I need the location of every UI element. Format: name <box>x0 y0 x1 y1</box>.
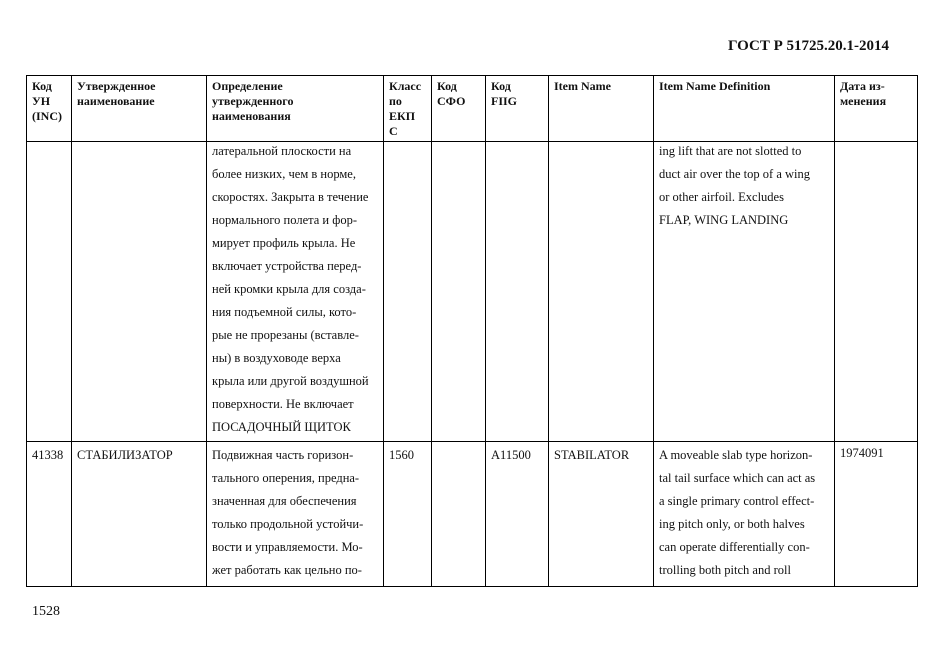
cell-date <box>835 142 918 442</box>
header-definition-ru: Определение утвержденного наименования <box>207 76 384 142</box>
header-sfo: Код СФО <box>432 76 486 142</box>
header-class: Класс по ЕКП С <box>384 76 432 142</box>
table-header-row <box>27 76 918 142</box>
cell-definition-ru: Подвижная часть горизон- тального оперения, предна- значенная для обеспечения только продольной устойчи- вости и управляемости. Мо- жет работать как цельно по- <box>207 442 384 587</box>
header-item-name-definition: Item Name Definition <box>654 76 835 142</box>
cell-class: 1560 <box>384 442 432 587</box>
cell-sfo <box>432 442 486 587</box>
cell-name-ru: СТАБИЛИЗАТОР <box>72 442 207 587</box>
cell-definition-ru: латеральной плоскости на более низких, чем в норме, скоростях. Закрыта в течение нормального полета и фор- мирует профиль крыла. Не включает устройства перед- ней кромки крыла для созда- ния подъемной силы, кото- рые не прорезаны (вставле- ны) в воздуховоде верха крыла или другой воздушной поверхности. Не включает ПОСАДОЧНЫЙ ЩИТОК <box>207 142 384 442</box>
page-number: 1528 <box>32 604 60 619</box>
cell-sfo <box>432 142 486 442</box>
cell-name-ru <box>72 142 207 442</box>
cell-class <box>384 142 432 442</box>
cell-date: 1974091 <box>835 442 918 587</box>
header-change-date: Дата из- менения <box>835 76 918 142</box>
cell-fiig <box>486 142 549 442</box>
cell-item-name <box>549 142 654 442</box>
cell-item-name: STABILATOR <box>549 442 654 587</box>
table-row <box>27 142 918 442</box>
header-inc: Код УН (INC) <box>27 76 72 142</box>
table-row <box>27 442 918 587</box>
cell-fiig: A11500 <box>486 442 549 587</box>
header-item-name: Item Name <box>549 76 654 142</box>
header-fiig: Код FIIG <box>486 76 549 142</box>
cell-definition-en: A moveable slab type horizon- tal tail surface which can act as a single primary control effect- ing pitch only, or both halves can operate differentially con- trolling both pitch and roll <box>654 442 835 587</box>
header-approved-name: Утвержденное наименование <box>72 76 207 142</box>
document-code: ГОСТ Р 51725.20.1-2014 <box>727 38 889 54</box>
cell-inc: 41338 <box>27 442 72 587</box>
cell-inc <box>27 142 72 442</box>
cell-definition-en: ing lift that are not slotted to duct air over the top of a wing or other airfoil. Excludes FLAP, WING LANDING <box>654 142 835 442</box>
nomenclature-table <box>26 75 918 587</box>
